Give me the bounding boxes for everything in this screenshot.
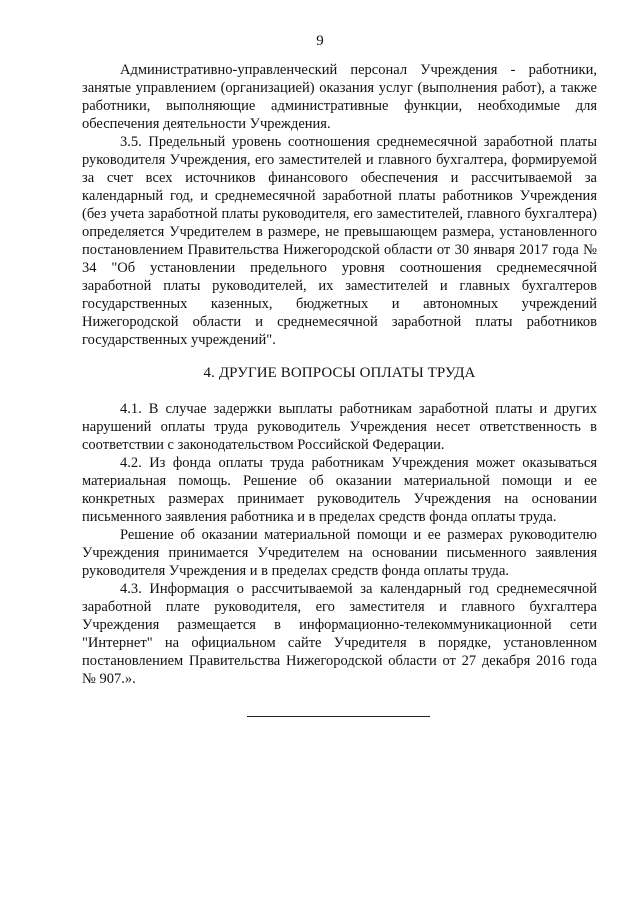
paragraph-material-aid-head: Решение об оказании материальной помощи и ее размерах руководителю Учреждения принимается Учредителем на основании письменного заявления руководителя Учреждения и в пределах средств фонда оплаты труда.	[82, 527, 597, 579]
paragraph-admin-staff: Административно-управленческий персонал Учреждения - работники, занятые управлением (организацией) оказания услуг (выполнения работ), а также работники, выполняющие административные функции, необходимые для обеспечения деятельности Учреждения.	[82, 62, 597, 132]
paragraph-4-3: 4.3. Информация о рассчитываемой за календарный год среднемесячной заработной плате руководителя, его заместителя и главного бухгалтера Учреждения размещается в информационно-телекоммуникационной сети "Интернет" на официальном сайте Учредителя в порядке, установленном постановлением Правительства Нижегородской области от 27 декабря 2016 года № 907.».	[82, 581, 597, 687]
end-divider-line	[247, 716, 430, 717]
section-heading: 4. ДРУГИЕ ВОПРОСЫ ОПЛАТЫ ТРУДА	[203, 365, 476, 381]
page-number: 9	[316, 33, 324, 49]
paragraph-4-2: 4.2. Из фонда оплаты труда работникам Учреждения может оказываться материальная помощь. Решение об оказании материальной помощи и ее конкретных размерах принимает руководитель Учреждения на основании письменного заявления работника и в пределах средств фонда оплаты труда.	[82, 455, 597, 525]
document-body	[82, 61, 597, 688]
paragraph-4-1: 4.1. В случае задержки выплаты работникам заработной платы и других нарушений оплаты труда руководитель Учреждения несет ответственность в соответствии с законодательством Российской Федерации.	[82, 401, 597, 453]
paragraph-3-5: 3.5. Предельный уровень соотношения среднемесячной заработной платы руководителя Учреждения, его заместителей и главного бухгалтера, формируемой за счет всех источников финансового обеспечения и рассчитываемой за календарный год, и среднемесячной заработной платы работников Учреждения (без учета заработной платы руководителя, его заместителей, главного бухгалтера) определяется Учредителем в размере, не превышающем размера, установленного постановлением Правительства Нижегородской области от 30 января 2017 года № 34 "Об установлении предельного уровня соотношения среднемесячной заработной платы руководителей, их заместителей и главных бухгалтеров государственных казенных, бюджетных и автономных учреждений Нижегородской области и среднемесячной заработной платы работников государственных учреждений".	[82, 134, 597, 348]
